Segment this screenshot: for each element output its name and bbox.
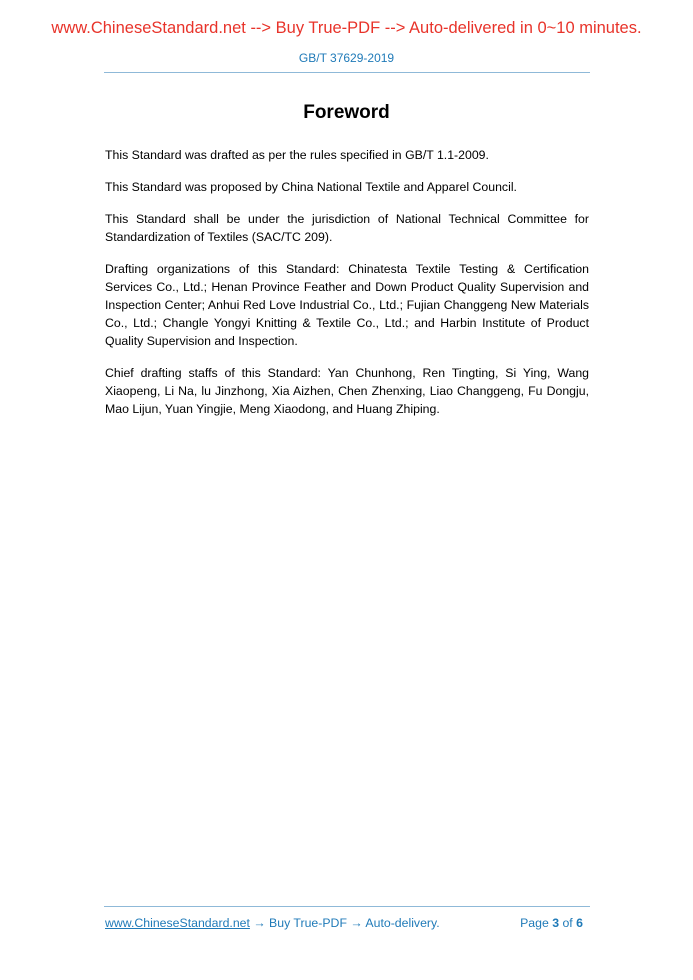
page-footer — [105, 916, 589, 930]
page-indicator — [520, 916, 583, 930]
paragraph-drafting-staff: Chief drafting staffs of this Standard: Yan Chunhong, Ren Tingting, Si Ying, Wang Xiaopeng, Li Na, lu Jinzhong, Xia Aizhen, Chen Zhenxing, Liao Changgeng, Fu Dongju, Mao Lijun, Yuan Yingjie, Meng Xiaodong, and Huang Zhiping. — [105, 366, 589, 416]
standard-code: GB/T 37629-2019 — [298, 51, 395, 65]
top-banner[interactable]: www.ChineseStandard.net --> Buy True-PDF --> Auto-delivered in 0~10 minutes. — [51, 19, 642, 37]
header-divider — [104, 72, 590, 73]
footer-website-link[interactable]: www.ChineseStandard.net — [105, 916, 250, 930]
footer-divider — [104, 906, 590, 907]
page-current: 3 — [552, 916, 560, 930]
paragraph-drafting-rules: This Standard was drafted as per the rules specified in GB/T 1.1-2009. — [105, 148, 489, 162]
page-label: Page — [520, 916, 549, 930]
footer-tagline: → Buy True-PDF → Auto-delivery. — [249, 916, 440, 930]
page-total: 6 — [576, 916, 583, 930]
paragraph-jurisdiction: This Standard shall be under the jurisdiction of National Technical Committee for Standardization of Textiles (SAC/TC 209). — [105, 212, 589, 244]
paragraph-proposed-by: This Standard was proposed by China National Textile and Apparel Council. — [105, 180, 517, 194]
page-title: Foreword — [303, 102, 390, 123]
foreword-body — [105, 146, 589, 432]
page-of-label: of — [562, 916, 573, 930]
paragraph-drafting-organizations: Drafting organizations of this Standard: Chinatesta Textile Testing & Certification Services Co., Ltd.; Henan Province Feather and Down Product Quality Supervision and Inspection Center; Anhui Red Love Industrial Co., Ltd.; Fujian Changgeng New Materials Co., Ltd.; Changle Yongyi Knitting & Textile Co., Ltd.; and Harbin Institute of Product Quality Supervision and Inspection. — [105, 262, 589, 348]
